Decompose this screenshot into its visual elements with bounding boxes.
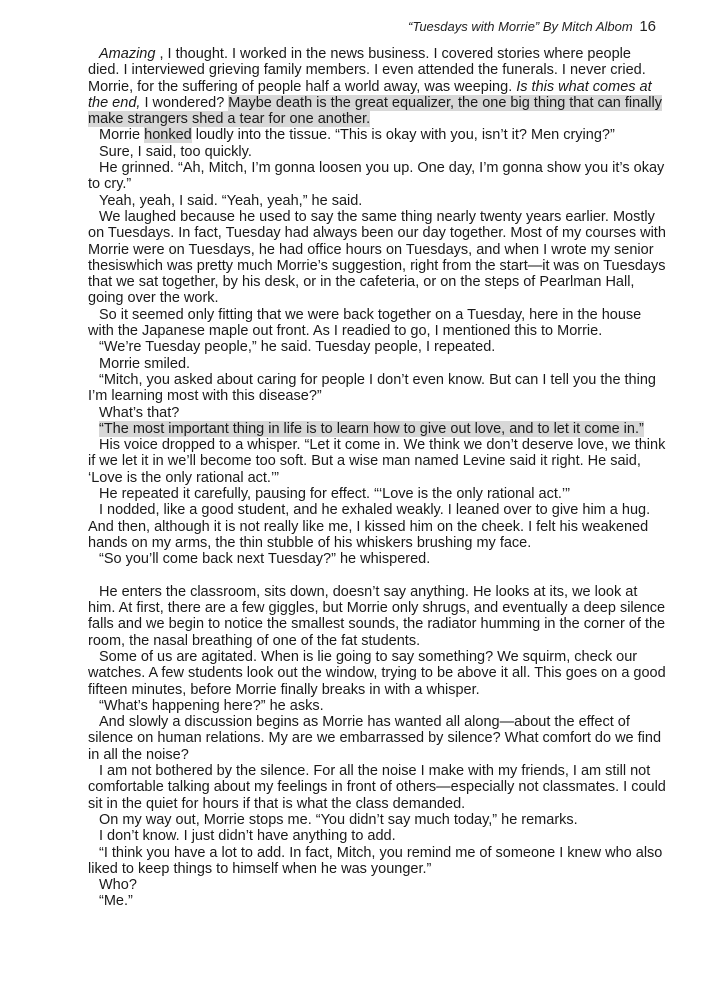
- paragraph: [88, 584, 666, 649]
- text-run: “Me.”: [99, 893, 133, 910]
- paragraph: [88, 812, 666, 828]
- text-run: So it seemed only fitting that we were back together on a Tuesday, here in the house with the Japanese maple out front. As I readied to go, I mentioned this to Morrie.: [88, 306, 642, 340]
- paragraph: [88, 486, 666, 502]
- running-header: [408, 18, 656, 35]
- text-run: I am not bothered by the silence. For all the noise I make with my friends, I am still not comfortable talking about my feelings in front of others—especially not classmates. I could sit in the quiet for hours if that is what the class demanded.: [88, 763, 666, 812]
- text-run: I nodded, like a good student, and he exhaled weakly. I leaned over to give him a hug. And then, although it is not really like me, I kissed him on the cheek. I felt his weakened hands on my arms, the thin stubble of his whiskers brushing my face.: [88, 502, 651, 551]
- italic-text: Amazing: [99, 46, 156, 62]
- text-run: Morrie: [99, 127, 145, 144]
- text-run: He grinned. “Ah, Mitch, I’m gonna loosen you up. One day, I’m gonna show you it’s okay to cry.”: [88, 160, 665, 193]
- paragraph: [88, 893, 666, 909]
- text-run: His voice dropped to a whisper. “Let it come in. We think we don’t deserve love, we think if we let it in we’ll become too soft. But a wise man named Levine said it right. He said, ‘Love is the only rational act.’”: [88, 437, 666, 486]
- text-run: “So you’ll come back next Tuesday?” he whispered.: [99, 551, 431, 568]
- text-run: “What’s happening here?” he asks.: [99, 697, 324, 714]
- text-run: We laughed because he used to say the same thing nearly twenty years earlier. Mostly on Tuesdays. In fact, Tuesday had always been our day together. Most of my courses with Morrie were on Tuesdays, he had office hours on Tuesdays, and when I wrote my senior thesiswhich was pretty much Morrie’s suggestion, right from the start—it was on Tuesdays that we sat together, by his desk, or in the cafeteria, or on the steps of Pearlman Hall, going over the work.: [88, 208, 666, 307]
- paragraph: [88, 763, 666, 812]
- paragraph: [88, 356, 666, 372]
- text-run: loudly into the tissue. “This is okay with you, isn’t it? Men crying?”: [191, 127, 615, 144]
- paragraph: [88, 649, 666, 698]
- header-title: “Tuesdays with Morrie” By Mitch Albom: [408, 19, 633, 34]
- text-run: Morrie smiled.: [99, 355, 191, 372]
- paragraph: [88, 209, 666, 307]
- text-run: Some of us are agitated. When is lie going to say something? We squirm, check our watches. A few students look out the window, trying to be above it all. This goes on a good fifteen minutes, before Morrie finally breaks in with a whisper.: [88, 648, 666, 698]
- paragraph: [88, 339, 666, 355]
- paragraph: [88, 877, 666, 893]
- paragraph: [88, 828, 666, 844]
- text-run: He enters the classroom, sits down, doesn’t say anything. He looks at its, we look at him. At first, there are a few giggles, but Morrie only shrugs, and eventually a deep silence falls and we begin to notice the smallest sounds, the radiator humming in the corner of the room, the nasal breathing of one of the fat students.: [88, 583, 666, 649]
- text-run: I don’t know. I just didn’t have anything to add.: [99, 828, 396, 845]
- page-number: 16: [639, 18, 656, 35]
- highlighted-text: Maybe death is the great equalizer, the one big thing that can finally make strangers shed a tear for one another.: [88, 94, 662, 128]
- highlighted-text: “The most important thing in life is to learn how to give out love, and to let it come in.”: [99, 420, 644, 437]
- body-text: [88, 46, 666, 910]
- paragraph: [88, 193, 666, 209]
- text-run: Who?: [99, 877, 137, 894]
- text-run: What’s that?: [99, 404, 180, 421]
- text-run: And slowly a discussion begins as Morrie has wanted all along—about the effect of silence on human relations. My are we embarrassed by silence? What comfort do we find in all the noise?: [88, 714, 662, 763]
- paragraph: [88, 421, 666, 437]
- text-run: “We’re Tuesday people,” he said. Tuesday people, I repeated.: [99, 339, 496, 356]
- text-run: I wondered?: [140, 94, 229, 111]
- paragraph: [88, 437, 666, 486]
- paragraph: [88, 307, 666, 340]
- paragraph: [88, 144, 666, 160]
- text-run: Sure, I said, too quickly.: [99, 143, 252, 160]
- highlighted-text: honked: [144, 127, 192, 144]
- text-run: On my way out, Morrie stops me. “You didn’t say much today,” he remarks.: [99, 811, 578, 828]
- paragraph: [88, 698, 666, 714]
- paragraph: [88, 502, 666, 551]
- text-run: Yeah, yeah, I said. “Yeah, yeah,” he said.: [99, 192, 363, 209]
- paragraph: [88, 405, 666, 421]
- paragraph: [88, 845, 666, 878]
- paragraph: [88, 46, 666, 127]
- paragraph: [88, 551, 666, 567]
- paragraph: [88, 714, 666, 763]
- text-run: , I thought. I worked in the news business. I covered stories where people died. I interviewed grieving family members. I even attended the funerals. I never cried. Morrie, for the suffering of people half a world away, was weeping.: [88, 46, 646, 95]
- paragraph: [88, 127, 666, 143]
- text-run: He repeated it carefully, pausing for effect. “‘Love is the only rational act.’”: [99, 486, 570, 503]
- text-run: “Mitch, you asked about caring for people I don’t even know. But can I tell you the thing I’m learning most with this disease?”: [88, 371, 656, 405]
- italic-text: Is this what comes at the end,: [88, 78, 652, 111]
- paragraph: [88, 372, 666, 405]
- paragraph: [88, 160, 666, 193]
- text-run: “I think you have a lot to add. In fact, Mitch, you remind me of someone I knew who also liked to keep things to himself when he was younger.”: [88, 844, 663, 877]
